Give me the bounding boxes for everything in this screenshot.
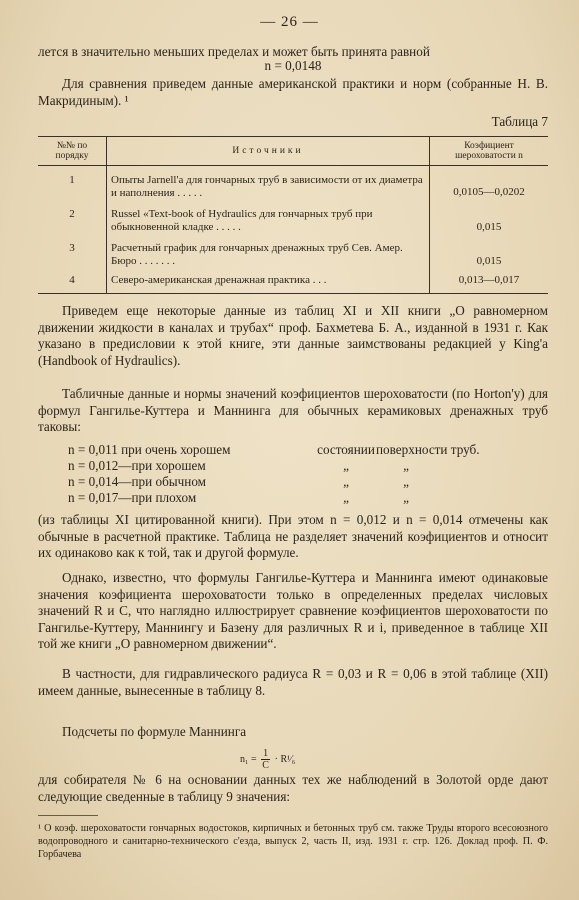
table-row	[38, 270, 548, 294]
table-cell-value: 0,013—0,017	[430, 270, 549, 294]
table-7	[38, 136, 548, 294]
table-cell-value: 0,015	[476, 221, 502, 233]
manning-formula: n₁ = $\frac{1}{C}$ · R¹⁄₆	[240, 748, 296, 771]
intro-formula: n = 0,0148	[264, 58, 322, 73]
paragraph-2: Табличные данные и нормы значений коэфициентов шероховатости (по Horton'у) для формул Гангилье-Куттера и Маннинга для обычных керамиковых дренажных труб таковы:	[38, 386, 548, 434]
table-cell-num: 4	[38, 270, 107, 294]
intro-line-1: лется в значительно меньших пределах и может быть принята равной	[38, 44, 430, 59]
table-cell-num: 1	[38, 166, 107, 203]
paragraph-7: для собирателя № 6 на основании данных тех же наблюдений в Золотой орде дают следующие сведенные в таблицу 9 значения:	[38, 772, 548, 804]
table-cell-num: 3	[38, 236, 107, 270]
paragraph-1: Приведем еще некоторые данные из таблиц XI и XII книги „О равномерном движении жидкости в каналах и трубах“ проф. Бахметева Б. А., изданной в 1931 г. Как указано в предисловии к этой книге, эти данные заимствованы редакцией у King'a (Handbook of Hydraulics).	[38, 303, 548, 368]
intro-paragraph: Для сравнения приведем данные американской практики и норм (собранные Н. В. Макридиным). ¹	[38, 76, 548, 108]
table7-header-source: Источники	[107, 137, 430, 166]
list-item: n = 0,011 при очень хорошем состоянии поверхности труб.	[68, 442, 480, 457]
paragraph-3: (из таблицы XI цитированной книги). При этом n = 0,012 и n = 0,014 отмечены как обычные в расчетной практике. Таблица не разделяет значений коэфициентов и относит их одинаково как к той, так и другой формуле.	[38, 512, 548, 560]
table-cell-source: Северо-американская дренажная практика . . .	[107, 270, 430, 294]
paragraph-6: Подсчеты по формуле Маннинга	[62, 724, 247, 739]
table-row	[38, 202, 548, 236]
table-cell-value: 0,0105—0,0202	[453, 186, 525, 198]
footnote: ¹ О коэф. шероховатости гончарных водостоков, кирпичных и бетонных труб см. также Труды второго всесоюзного водопроводного и санитарно-технического с'езда, выпуск 2, часть II, изд. 1931 г. стр. 126. Доклад проф. П. Ф. Горбачева	[38, 823, 548, 860]
list-item: n = 0,012—при хорошем „ „	[68, 458, 409, 473]
table-cell-num: 2	[38, 202, 107, 236]
table-row	[38, 166, 548, 203]
footnote-divider	[38, 815, 98, 816]
table7-header-num: №№ по порядку	[38, 137, 107, 166]
list-item: n = 0,014—при обычном „ „	[68, 474, 409, 489]
paragraph-5: В частности, для гидравлического радиуса R = 0,03 и R = 0,06 в этой таблице (XII) имеем данные, вынесенные в таблицу 8.	[38, 666, 548, 698]
table-cell-value: 0,015	[476, 255, 502, 267]
table-row	[38, 236, 548, 270]
table-cell-source: Опыты Jarnell'a для гончарных труб в зависимости от их диаметра и наполнения . . . . .	[107, 166, 430, 203]
page-number: — 26 —	[260, 14, 319, 30]
list-item: n = 0,017—при плохом „ „	[68, 490, 409, 505]
table-cell-source: Расчетный график для гончарных дренажных труб Сев. Амер. Бюро . . . . . . .	[107, 236, 430, 270]
table-cell-source: Russel «Text-book of Hydraulics для гончарных труб при обыкновенной кладке . . . . .	[107, 202, 430, 236]
norms-list	[68, 442, 480, 506]
table7-caption: Таблица 7	[491, 114, 548, 129]
table7-header-value: Коэфициент шероховатости n	[430, 137, 549, 166]
paragraph-4: Однако, известно, что формулы Гангилье-Куттера и Маннинга имеют одинаковые значения коэфициента шероховатости только в определенных пределах числовых значений R и C, что наглядно иллюстрирует сравнение коэфициентов шероховатости по Гангилье-Куттеру, Маннингу и Базену для различных R и i, приведенное в таблице XII той же книги „О равномерном движении“.	[38, 570, 548, 651]
